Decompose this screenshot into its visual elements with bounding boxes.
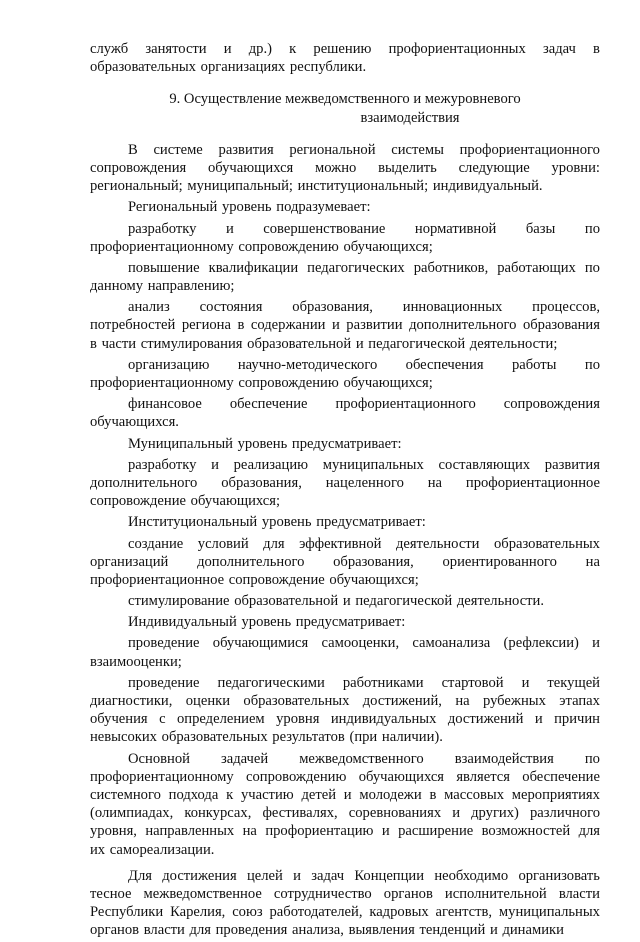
paragraph-individual-head [90, 613, 600, 631]
paragraph-main-task [90, 750, 600, 859]
text-line: проведение обучающимися самооценки, самоанализа (рефлексии) и [128, 635, 600, 652]
text-line: в части стимулирования образовательной и педагогической деятельности; [90, 335, 558, 352]
paragraph-cooperation [90, 867, 600, 940]
text-line: Основной задачей межведомственного взаимодействия по [128, 750, 600, 767]
section-heading [90, 90, 600, 126]
text-line: организаций дополнительного образования, ориентированного на [90, 553, 600, 570]
section-heading-line-2: взаимодействия [360, 109, 460, 126]
paragraph-municipal-1 [90, 456, 600, 511]
paragraph-regional-2 [90, 259, 600, 295]
text-line: Региональный уровень подразумевает: [128, 199, 371, 216]
paragraph-institutional-2 [90, 592, 600, 610]
text-line: потребностей региона в содержании и развитии дополнительного образования [90, 317, 600, 334]
text-line: невысоких образовательных результатов (при наличии). [90, 729, 443, 746]
text-line: Муниципальный уровень предусматривает: [128, 435, 402, 452]
text-line: анализ состояния образования, инновационных процессов, [128, 299, 600, 316]
text-line: дополнительного образования, нацеленного на профориентационное [90, 474, 600, 491]
text-line: финансовое обеспечение профориентационного сопровождения [128, 396, 600, 413]
text-line: разработку и совершенствование нормативной базы по [128, 220, 600, 237]
text-line: профориентационному сопровождению обучающихся; [90, 238, 433, 255]
paragraph-institutional-1 [90, 535, 600, 590]
text-line: взаимооценки; [90, 653, 182, 670]
paragraph-individual-2 [90, 674, 600, 747]
text-line: профориентационному сопровождению обучающихся является обеспечение [90, 768, 600, 785]
text-line: сопровождение обучающихся; [90, 493, 281, 510]
document-body [90, 141, 600, 942]
paragraph-regional-3 [90, 298, 600, 353]
text-line: региональный; муниципальный; институциональный; индивидуальный. [90, 178, 543, 195]
text-line: сопровождения обучающихся можно выделить следующие уровни: [90, 159, 600, 176]
text-line: Институциональный уровень предусматривает: [128, 514, 426, 531]
text-line: образовательных организациях республики. [90, 59, 367, 76]
text-line: повышение квалификации педагогических работников, работающих по [128, 259, 600, 276]
paragraph-regional-5 [90, 395, 600, 431]
text-line: стимулирование образовательной и педагогической деятельности. [128, 593, 545, 610]
paragraph-institutional-head [90, 513, 600, 531]
text-line: обучающихся. [90, 414, 179, 431]
paragraph-municipal-head [90, 435, 600, 453]
paragraph-regional-4 [90, 356, 600, 392]
paragraph-regional-head [90, 198, 600, 216]
spacer [90, 127, 600, 141]
text-line: диагностики, оценки образовательных достижений, на рубежных этапах [90, 693, 600, 710]
text-line: уровня, направленных на профориентацию и расширение возможностей для [90, 823, 600, 840]
text-line: В системе развития региональной системы профориентационного [128, 141, 600, 158]
text-line: создание условий для эффективной деятельности образовательных [128, 535, 600, 552]
section-heading-line-1: 9. Осуществление межведомственного и межуровневого [169, 91, 521, 108]
spacer [90, 859, 600, 867]
text-line: Для достижения целей и задач Концепции необходимо организовать [128, 867, 600, 884]
paragraph-individual-1 [90, 634, 600, 670]
text-line: служб занятости и др.) к решению профориентационных задач в [90, 41, 600, 57]
text-line: профориентационное сопровождение обучающихся; [90, 571, 419, 588]
spacer [90, 76, 600, 90]
text-line: профориентационному сопровождению обучающихся; [90, 375, 433, 392]
text-line: проведение педагогическими работниками стартовой и текущей [128, 674, 600, 691]
intro-paragraph [90, 40, 600, 76]
paragraph-regional-1 [90, 220, 600, 256]
text-line: обучения с определением уровня индивидуальных достижений и причин [90, 711, 600, 728]
text-line: системного подхода к участию детей и молодежи в массовых мероприятиях [90, 786, 600, 803]
text-line: тесное межведомственное сотрудничество органов исполнительной власти [90, 885, 600, 902]
text-line: их самореализации. [90, 841, 215, 858]
text-line: (олимпиадах, конкурсах, фестивалях, соревнованиях и других) различного [90, 805, 600, 822]
text-line: Индивидуальный уровень предусматривает: [128, 614, 406, 631]
paragraph-levels-intro [90, 141, 600, 196]
text-line: организацию научно-методического обеспечения работы по [128, 356, 600, 373]
text-line: органов власти для проведения анализа, выявления тенденций и динамики [90, 922, 564, 939]
document-page [90, 40, 600, 942]
text-line: Республики Карелия, союз работодателей, кадровых агентств, муниципальных [90, 904, 600, 921]
text-line: данному направлению; [90, 278, 235, 295]
text-line: разработку и реализацию муниципальных составляющих развития [128, 456, 600, 473]
